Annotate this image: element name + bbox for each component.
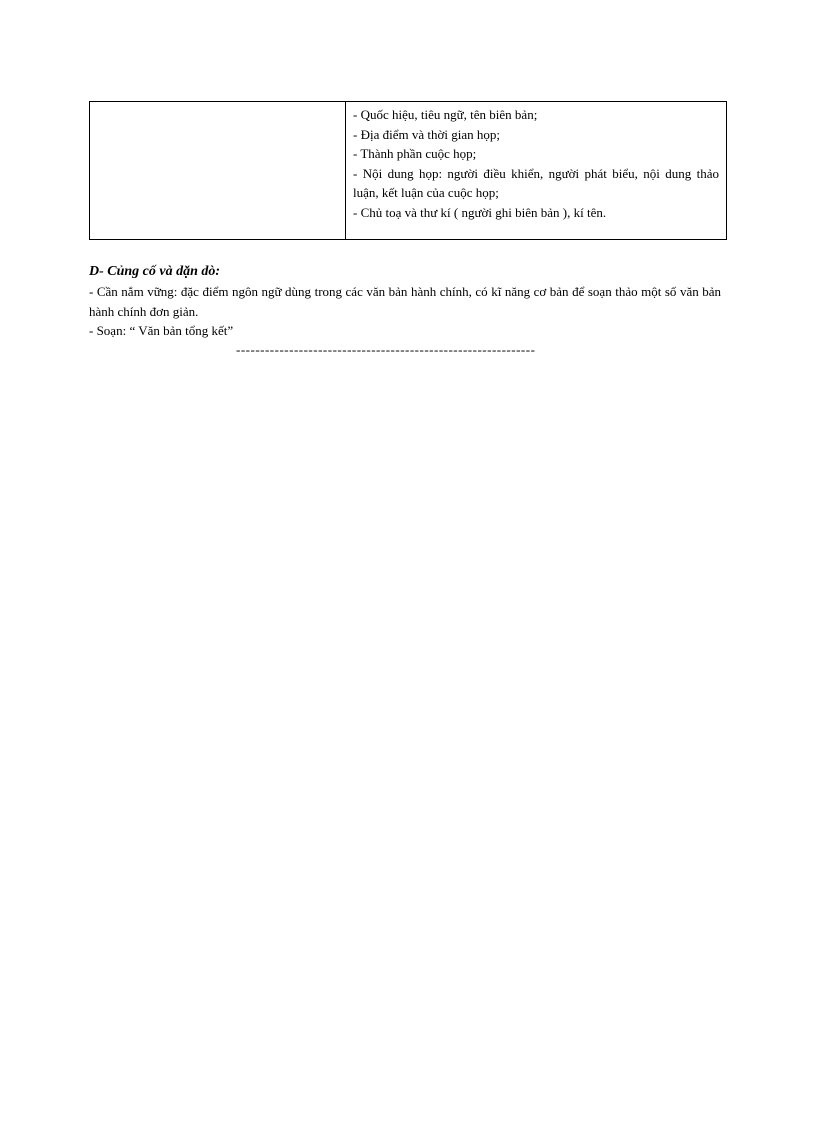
content-table: [89, 101, 727, 240]
consolidation-section: [89, 262, 721, 341]
table-right-cell: [346, 102, 726, 239]
paragraph: - Cần nắm vững: đặc điểm ngôn ngữ dùng trong các văn bản hành chính, có kĩ năng cơ bản để soạn thảo một số văn bản hành chính đơn giản.: [89, 284, 721, 319]
section-title: D- Củng cố và dặn dò:: [89, 264, 221, 279]
list-item: - Thành phần cuộc họp;: [353, 146, 477, 161]
list-item: - Địa điểm và thời gian họp;: [353, 126, 500, 142]
separator-line: --------------------------------------------------------------: [236, 342, 536, 357]
list-item: - Quốc hiệu, tiêu ngữ, tên biên bản;: [353, 107, 538, 122]
table-left-cell: [90, 102, 346, 239]
paragraph: - Soạn: “ Văn bản tổng kết”: [89, 323, 234, 338]
list-item: - Nội dung họp: người điều khiển, người phát biểu, nội dung thảo luận, kết luận của cuộc họp;: [353, 165, 719, 200]
list-item: - Chủ toạ và thư kí ( người ghi biên bản ), kí tên.: [353, 204, 607, 220]
